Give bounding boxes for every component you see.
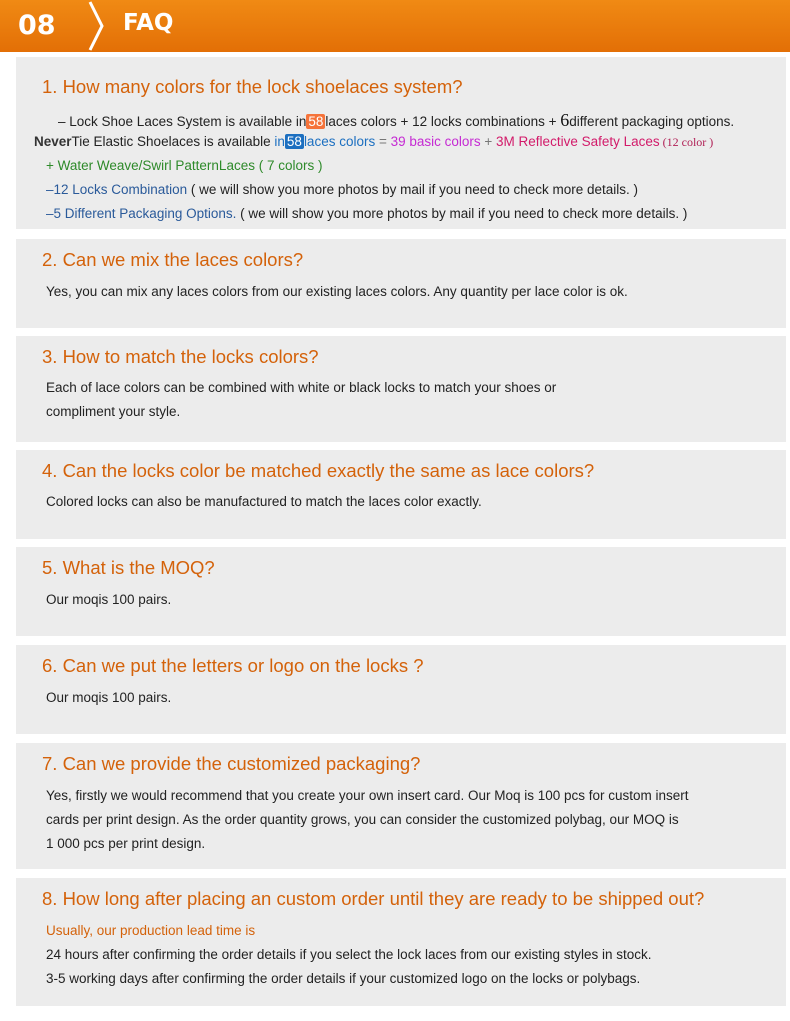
- color-count-badge: 58: [286, 134, 302, 149]
- faq-item-4: [16, 450, 786, 539]
- faq-item-8: [16, 878, 786, 1006]
- faq-answer-line: Each of lace colors can be combined with white or black locks to match your shoes or: [46, 380, 557, 395]
- faq-item-7: [16, 743, 786, 869]
- faq-answer-line: + Water Weave/Swirl PatternLaces ( 7 colors ): [46, 158, 323, 173]
- faq-question: 4. Can the locks color be matched exactly the same as lace colors?: [42, 460, 595, 481]
- chevron-right-icon: [87, 0, 107, 52]
- faq-item-6: [16, 645, 786, 734]
- color-count-badge: 58: [308, 114, 324, 129]
- section-number: 08: [18, 10, 56, 41]
- faq-item-2: [16, 239, 786, 328]
- faq-question: 6. Can we put the letters or logo on the locks ?: [42, 655, 424, 676]
- faq-question: 8. How long after placing an custom order until they are ready to be shipped out?: [42, 888, 705, 909]
- faq-answer-line: 1 000 pcs per print design.: [46, 836, 206, 851]
- section-header: [0, 0, 790, 52]
- faq-question: 5. What is the MOQ?: [42, 557, 215, 578]
- faq-answer-line: NeverTie Elastic Shoelaces is available in 58 laces colors = 39 basic colors + 3M Reflective Safety Laces (12 color ): [34, 134, 714, 149]
- faq-answer-line: Yes, you can mix any laces colors from our existing laces colors. Any quantity per lace color is ok.: [46, 284, 628, 299]
- faq-question: 3. How to match the locks colors?: [42, 346, 319, 367]
- faq-answer-line: compliment your style.: [46, 404, 181, 419]
- page-title: FAQ: [123, 10, 174, 36]
- faq-answer-highlight: Usually, our production lead time is: [46, 923, 256, 938]
- faq-question: 2. Can we mix the laces colors?: [42, 249, 304, 270]
- faq-question: 7. Can we provide the customized packaging?: [42, 753, 421, 774]
- faq-answer-line: – Lock Shoe Laces System is available in 58 laces colors + 12 locks combinations + 6different packaging options.: [58, 110, 735, 130]
- faq-answer-line: Our moqis 100 pairs.: [46, 690, 172, 705]
- faq-item-3: [16, 336, 786, 442]
- faq-item-1: [16, 57, 786, 229]
- faq-answer-line: Our moqis 100 pairs.: [46, 592, 172, 607]
- faq-item-5: [16, 547, 786, 636]
- faq-answer-line: –12 Locks Combination ( we will show you more photos by mail if you need to check more details. ): [46, 182, 639, 197]
- faq-question: 1. How many colors for the lock shoelaces system?: [42, 76, 463, 97]
- faq-answer-line: 24 hours after confirming the order details if you select the lock laces from our existing styles in stock.: [46, 947, 652, 962]
- faq-answer-line: cards per print design. As the order quantity grows, you can consider the customized polybag, our MOQ is: [46, 812, 679, 827]
- faq-answer-line: 3-5 working days after confirming the order details if your customized logo on the locks or polybags.: [46, 971, 641, 986]
- brand-name: Never: [34, 134, 72, 149]
- faq-answer-line: Yes, firstly we would recommend that you create your own insert card. Our Moq is 100 pcs for custom insert: [46, 788, 689, 803]
- faq-answer-line: Colored locks can also be manufactured to match the laces color exactly.: [46, 494, 482, 509]
- faq-answer-line: –5 Different Packaging Options. ( we will show you more photos by mail if you need to check more details. ): [46, 206, 688, 221]
